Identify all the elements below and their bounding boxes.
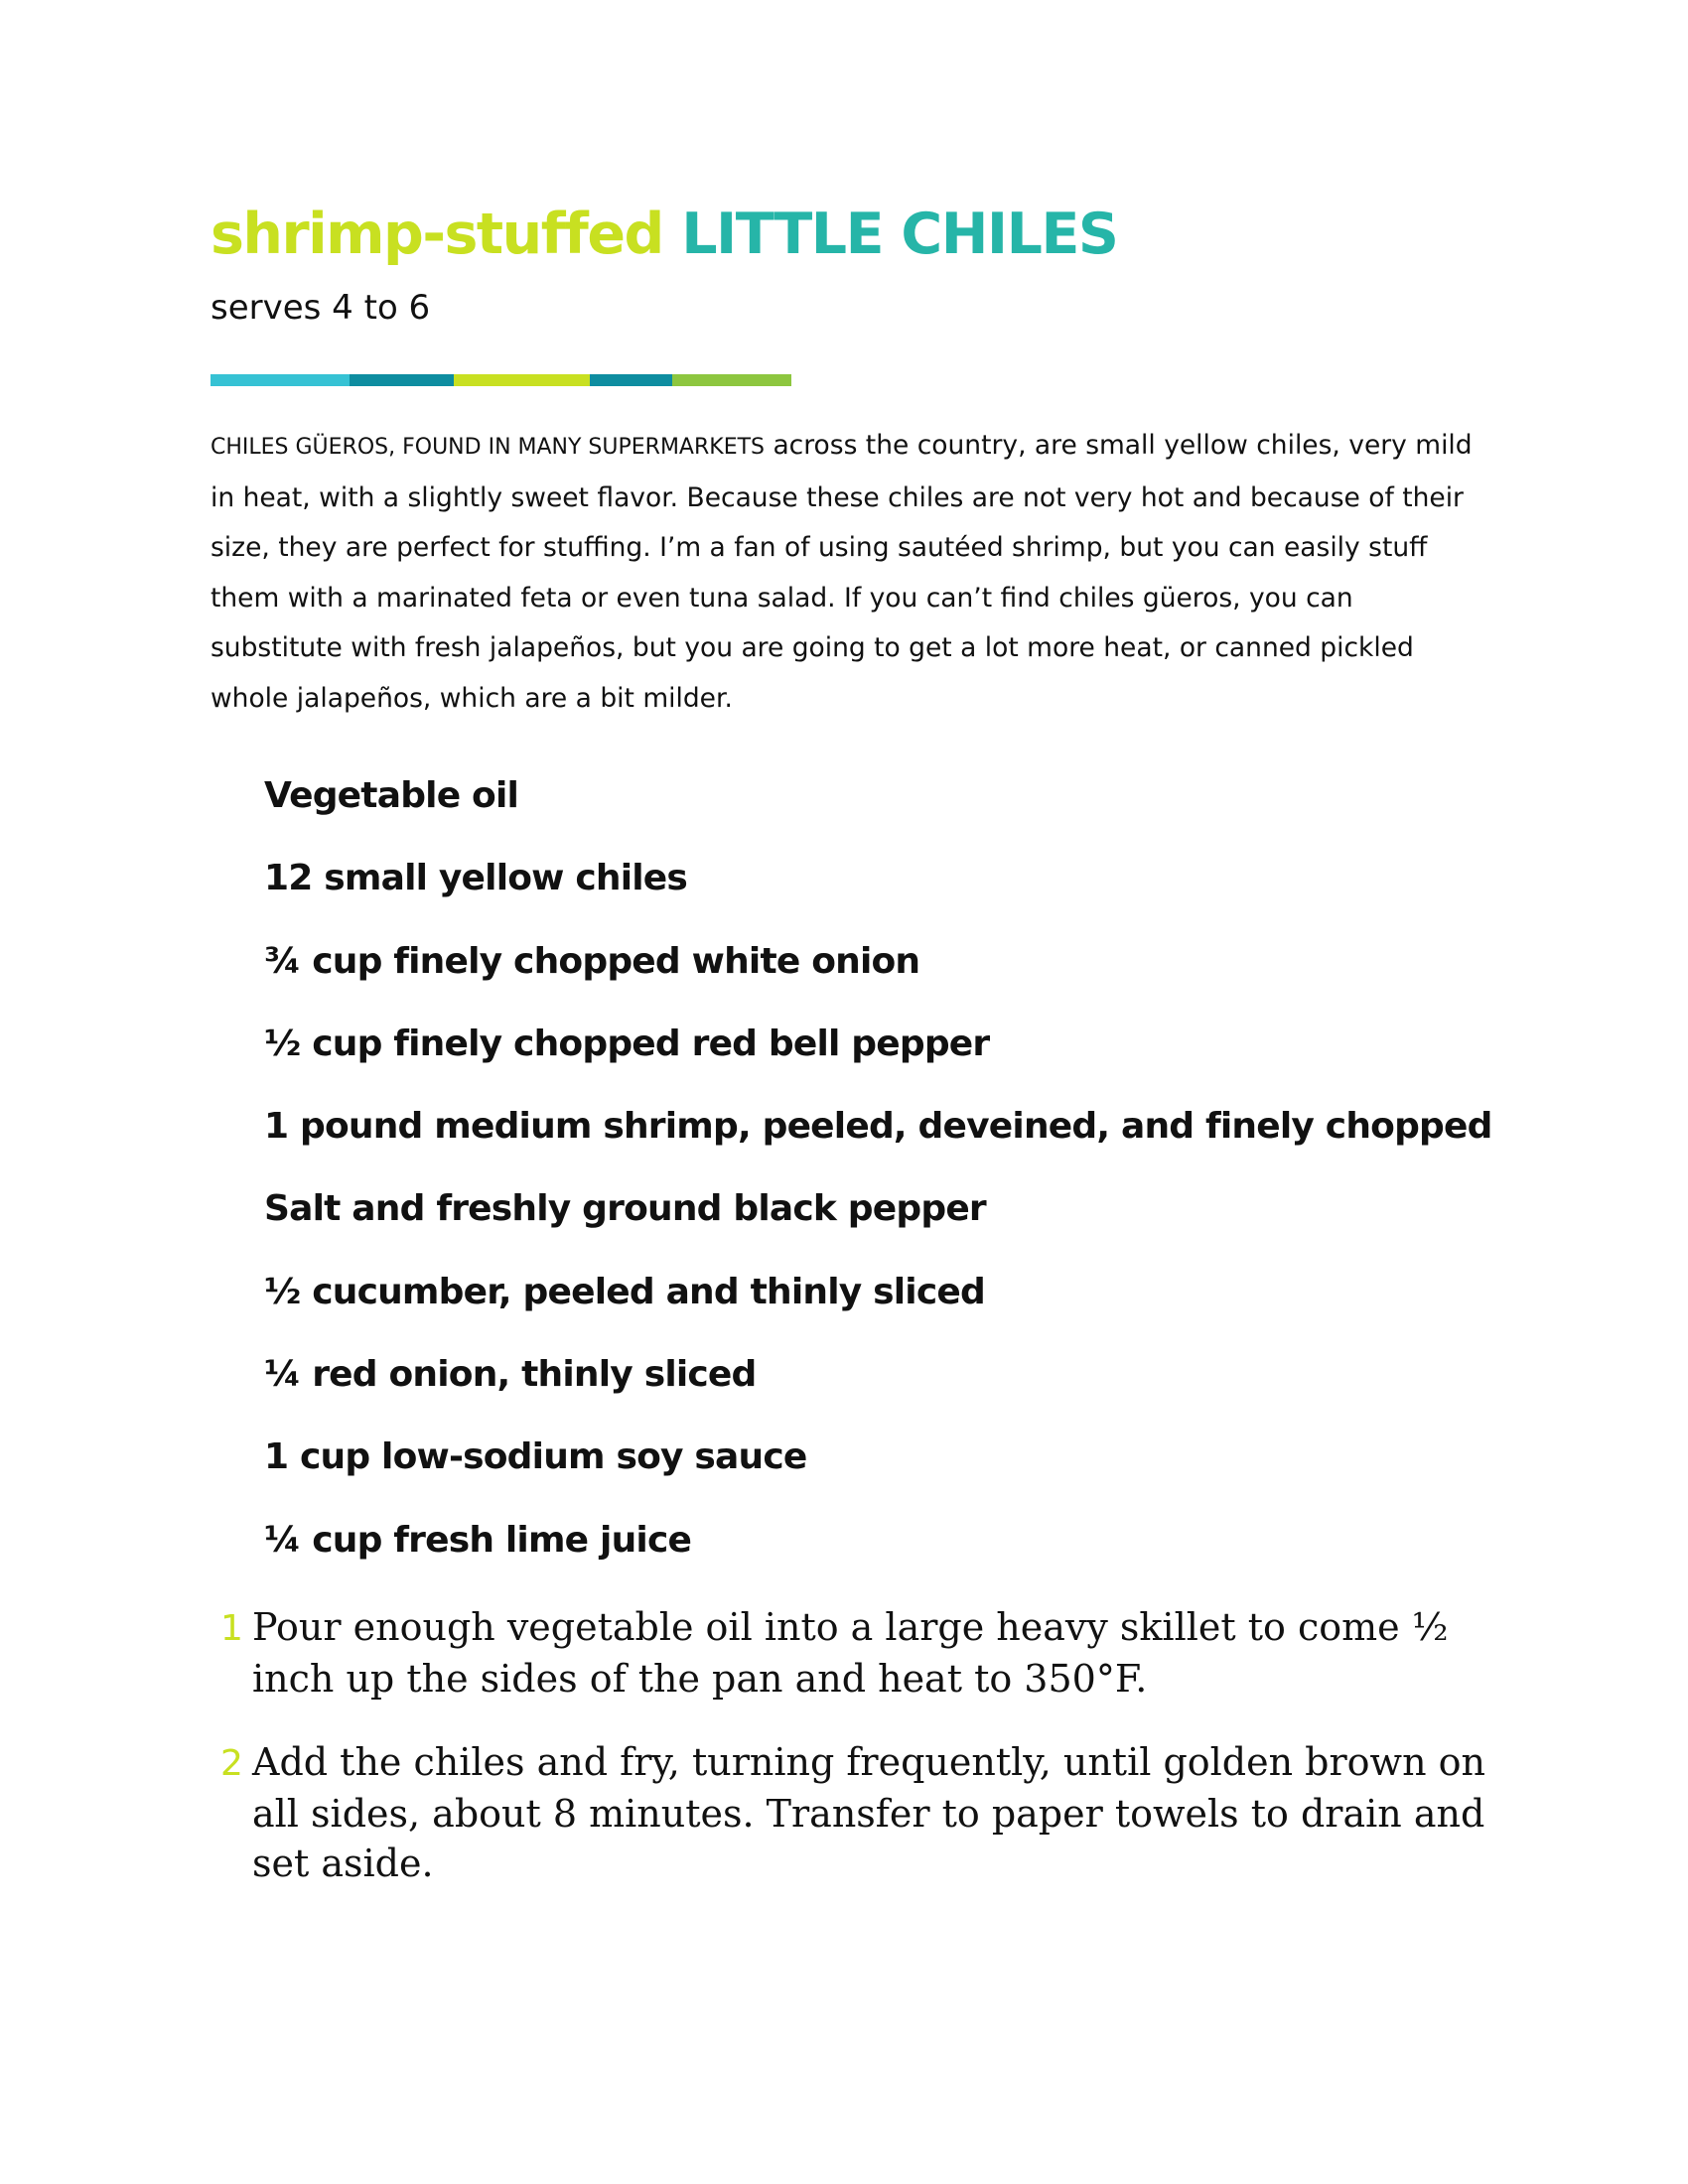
ingredient-item: 1 cup low-sodium soy sauce [264,1436,807,1478]
stripe-segment [672,374,791,386]
ingredient-item: ¼ cup fresh lime juice [264,1519,692,1561]
recipe-intro [211,421,1491,724]
step-number: 2 [220,1743,243,1784]
stripe-segment [454,374,590,386]
instruction-step [211,1737,1501,1888]
ingredient-item: Vegetable oil [264,775,519,816]
ingredient-item: ½ cup finely chopped red bell pepper [264,1023,990,1064]
intro-smallcaps-lead: CHILES GÜEROS, FOUND IN MANY SUPERMARKETS [211,435,766,460]
ingredient-list [264,766,1492,1593]
ingredient-item: 12 small yellow chiles [264,858,688,899]
recipe-title-upper: LITTLE CHILES [681,202,1118,267]
serves-line: serves 4 to 6 [211,288,431,328]
intro-body: across the country, are small yellow chiles, very mild in heat, with a slightly sweet flavor. Because these chiles are not very hot and because of their size, they are perfect for stuffing. I’m a fan of using sautéed shrimp, but you can easily stuff them with a marinated feta or even tuna salad. If you can’t find chiles güeros, you can substitute with fresh jalapeños, but you are going to get a lot more heat, or canned pickled whole jalapeños, which are a bit milder. [211,430,1473,714]
ingredient-item: 1 pound medium shrimp, peeled, deveined, and finely chopped [264,1106,1492,1148]
ingredient-item: ¾ cup finely chopped white onion [264,940,920,982]
step-number: 1 [220,1608,243,1649]
step-text: Add the chiles and fry, turning frequently, until golden brown on all sides, about 8 minutes. Transfer to paper towels to drain and set aside. [252,1740,1485,1885]
step-text: Pour enough vegetable oil into a large heavy skillet to come ½ inch up the sides of the pan and heat to 350°F. [252,1605,1449,1701]
decorative-color-stripe [211,374,791,386]
ingredient-item: ½ cucumber, peeled and thinly sliced [264,1271,985,1312]
instruction-steps [211,1602,1501,1922]
stripe-segment [590,374,672,386]
instruction-step [211,1602,1501,1704]
ingredient-item: Salt and freshly ground black pepper [264,1188,986,1230]
ingredient-item: ¼ red onion, thinly sliced [264,1354,757,1396]
stripe-segment [350,374,454,386]
stripe-segment [211,374,350,386]
recipe-title [211,204,1117,266]
recipe-title-lower: shrimp-stuffed [211,202,663,267]
